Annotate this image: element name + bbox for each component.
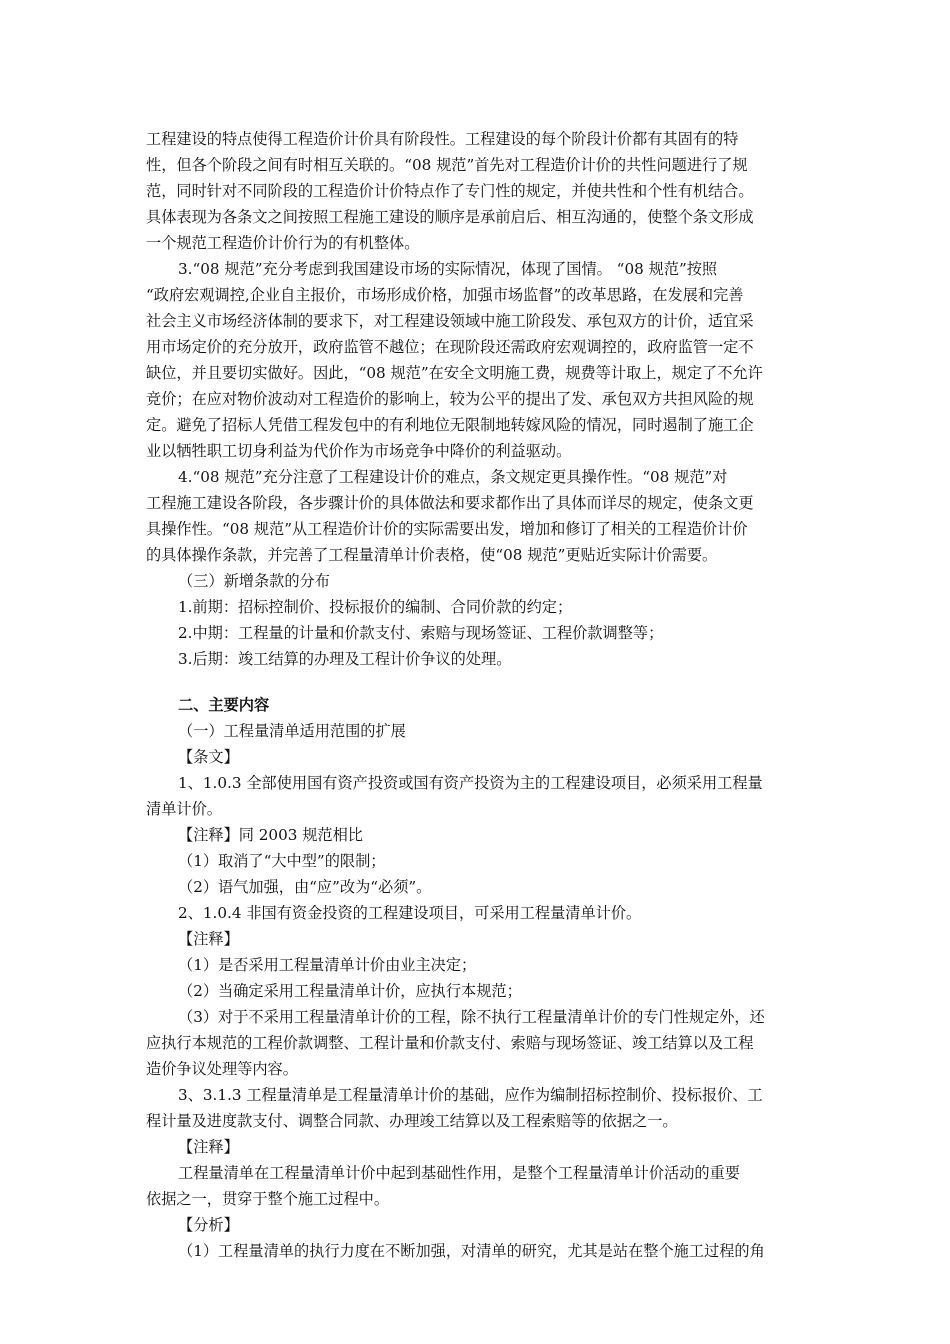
paragraph-line: 工程量清单在工程量清单计价中起到基础性作用，是整个工程量清单计价活动的重要 — [178, 1164, 740, 1182]
label-zhushi: 【注释】 — [178, 930, 239, 948]
paragraph-line: 一个规范工程造价计价行为的有机整体。 — [146, 234, 420, 252]
list-item: （2）当确定采用工程量清单计价，应执行本规范； — [178, 982, 522, 1000]
section-spacer — [146, 672, 806, 692]
list-item: 3.后期：竣工结算的办理及工程计价争议的处理。 — [178, 650, 512, 668]
paragraph-line: 定。避免了招标人凭借工程发包中的有利地位无限制地转嫁风险的情况，同时遏制了施工企 — [146, 416, 754, 434]
subsection-heading: （一）工程量清单适用范围的扩展 — [178, 722, 406, 740]
paragraph-line: 3、3.1.3 工程量清单是工程量清单计价的基础，应作为编制招标控制价、投标报价、工 — [178, 1086, 763, 1104]
paragraph-line: 依据之一，贯穿于整个施工过程中。 — [146, 1190, 389, 1208]
paragraph-line: 工程建设的特点使得工程造价计价具有阶段性。工程建设的每个阶段计价都有其固有的特 — [146, 130, 739, 148]
paragraph-line: 1、1.0.3 全部使用国有资产投资或国有资产投资为主的工程建设项目，必须采用工程量 — [178, 774, 763, 792]
section-heading: 二、主要内容 — [178, 696, 270, 714]
paragraph-line: 造价争议处理等内容。 — [146, 1060, 298, 1078]
label-zhushi: 【注释】 — [178, 1138, 239, 1156]
document-body — [146, 126, 806, 1264]
paragraph-line: 范，同时针对不同阶段的工程造价计价特点作了专门性的规定，并使共性和个性有机结合。 — [146, 182, 754, 200]
paragraph-line: 具操作性。“08 规范”从工程造价计价的实际需要出发，增加和修订了相关的工程造价计价 — [146, 520, 748, 538]
paragraph-line: 4.“08 规范”充分注意了工程建设计价的难点，条文规定更具操作性。“08 规范”对 — [178, 468, 728, 486]
paragraph-line: 具体表现为各条文之间按照工程施工建设的顺序是承前启后、相互沟通的，使整个条文形成 — [146, 208, 754, 226]
subsection-heading: （三）新增条款的分布 — [178, 572, 330, 590]
paragraph-line: 应执行本规范的工程价款调整、工程计量和价款支付、索赔与现场签证、竣工结算以及工程 — [146, 1034, 754, 1052]
label-zhushi: 【注释】同 2003 规范相比 — [178, 826, 363, 844]
label-tiaowen: 【条文】 — [178, 748, 239, 766]
list-item: （3）对于不采用工程量清单计价的工程，除不执行工程量清单计价的专门性规定外，还 — [178, 1008, 765, 1026]
paragraph-line: 缺位，并且要切实做好。因此，“08 规范”在安全文明施工费，规费等计取上，规定了不允许 — [146, 364, 763, 382]
paragraph-line: 工程施工建设各阶段，各步骤计价的具体做法和要求都作出了具体而详尽的规定，使条文更 — [146, 494, 754, 512]
paragraph-line: 业以牺牲职工切身利益为代价作为市场竞争中降价的利益驱动。 — [146, 442, 572, 460]
paragraph-line: 2、1.0.4 非国有资金投资的工程建设项目，可采用工程量清单计价。 — [178, 904, 642, 922]
paragraph-line: 程计量及进度款支付、调整合同款、办理竣工结算以及工程索赔等的依据之一。 — [146, 1112, 678, 1130]
paragraph-line: 社会主义市场经济体制的要求下，对工程建设领域中施工阶段发、承包双方的计价，适宜采 — [146, 312, 754, 330]
paragraph-line: 竞价；在应对物价波动对工程造价的影响上，较为公平的提出了发、承包双方共担风险的规 — [146, 390, 754, 408]
list-item: （1）取消了“大中型”的限制； — [178, 852, 386, 870]
list-item: （1）是否采用工程量清单计价由业主决定； — [178, 956, 477, 974]
list-item: （1）工程量清单的执行力度在不断加强，对清单的研究，尤其是站在整个施工过程的角 — [178, 1242, 765, 1260]
paragraph-line: 清单计价。 — [146, 800, 222, 818]
paragraph-line: 用市场定价的充分放开，政府监管不越位；在现阶段还需政府宏观调控的，政府监管一定不 — [146, 338, 754, 356]
list-item: 2.中期：工程量的计量和价款支付、索赔与现场签证、工程价款调整等； — [178, 624, 664, 642]
paragraph-line: 性，但各个阶段之间有时相互关联的。“08 规范”首先对工程造价计价的共性问题进行了规 — [146, 156, 748, 174]
paragraph-line: 3.“08 规范”充分考虑到我国建设市场的实际情况，体现了国情。 “08 规范”按照 — [178, 260, 718, 278]
paragraph-line: 的具体操作条款，并完善了工程量清单计价表格，使“08 规范”更贴近实际计价需要。 — [146, 546, 718, 564]
list-item: （2）语气加强，由“应”改为“必须”。 — [178, 878, 432, 896]
label-fenxi: 【分析】 — [178, 1216, 239, 1234]
paragraph-line: “政府宏观调控,企业自主报价，市场形成价格，加强市场监督”的改革思路，在发展和完善 — [146, 286, 744, 304]
list-item: 1.前期：招标控制价、投标报价的编制、合同价款的约定； — [178, 598, 573, 616]
